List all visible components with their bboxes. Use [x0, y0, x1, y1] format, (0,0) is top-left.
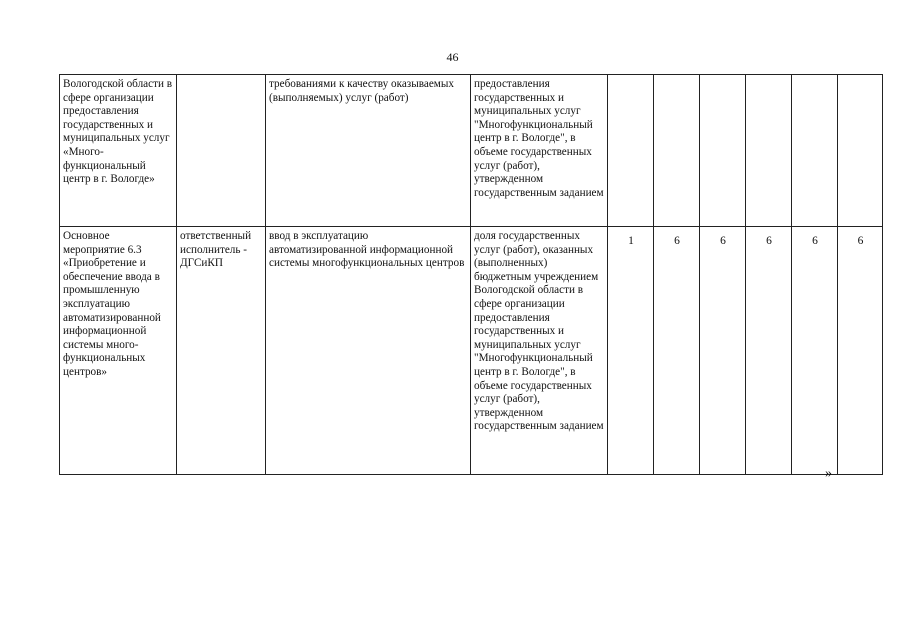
value-cell: [608, 75, 654, 227]
value-cell: [838, 75, 883, 227]
table-row: [60, 75, 883, 227]
executor-cell: [177, 75, 266, 227]
value-cell: 1: [608, 227, 654, 475]
activity-name-cell: Основное мероприятие 6.3 «Приобретение и обеспечение ввода в промышленную эксплуатацию автоматизированной информационной системы много-функциональных центров»: [60, 227, 177, 475]
program-activities-table: [59, 74, 883, 475]
executor-cell: ответственный исполнитель - ДГСиКП: [177, 227, 266, 475]
value-cell: 6: [746, 227, 792, 475]
value-cell: [746, 75, 792, 227]
value-cell: [792, 75, 838, 227]
value-cell: 6: [838, 227, 883, 475]
value-cell: 6: [654, 227, 700, 475]
value-cell: [700, 75, 746, 227]
value-cell: 6: [700, 227, 746, 475]
activity-name-cell: Вологодской области в сфере организации предоставления государственных и муниципальных услуг «Много-функциональный центр в г. Вологде»: [60, 75, 177, 227]
page-number: 46: [446, 50, 459, 64]
value-cell: [654, 75, 700, 227]
indicator-cell: доля государственных услуг (работ), оказанных (выполненных) бюджетным учреждением Вологодской области в сфере организации предоставления государственных и муниципальных услуг "Многофункциональный центр в г. Вологде", в объеме государственных услуг (работ), утвержденном государственным заданием: [471, 227, 608, 475]
closing-quote-mark: »: [825, 466, 832, 481]
value-cell: 6: [792, 227, 838, 475]
table-row: [60, 227, 883, 475]
indicator-cell: предоставления государственных и муниципальных услуг "Многофункциональный центр в г. Вологде", в объеме государственных услуг (работ), утвержденном государственным заданием: [471, 75, 608, 227]
expected-result-cell: ввод в эксплуатацию автоматизированной информационной системы многофункциональных центров: [266, 227, 471, 475]
expected-result-cell: требованиями к качеству оказываемых (выполняемых) услуг (работ): [266, 75, 471, 227]
